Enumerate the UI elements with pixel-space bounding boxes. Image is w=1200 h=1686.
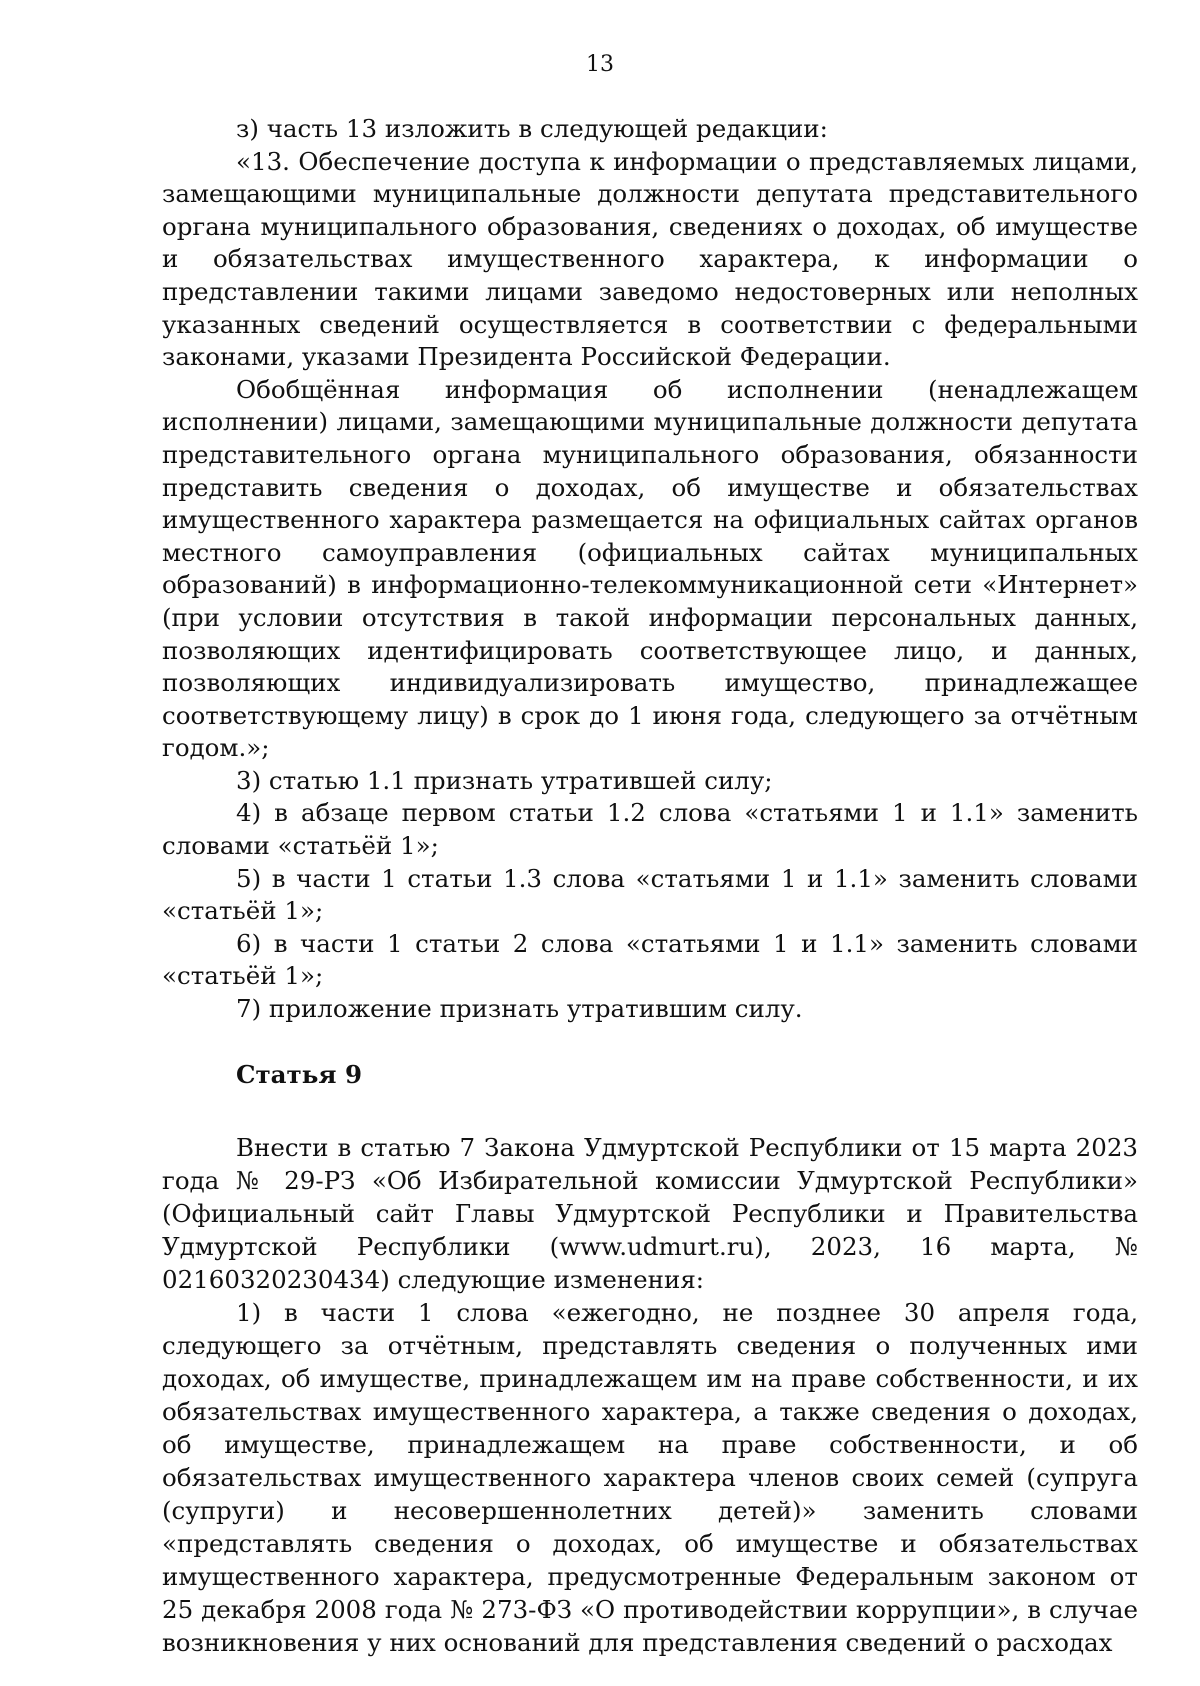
paragraph: 6) в части 1 статьи 2 слова «статьями 1 и 1.1» заменить словами «статьёй 1»; (162, 928, 1138, 991)
article-heading: Статья 9 (236, 1059, 363, 1089)
paragraph: «13. Обеспечение доступа к информации о представляемых лицами, замещающими муниципальные должности депутата представительного органа муниципального образования, сведениях о доходах, об имуществе и обязательствах имущественного характера, к информации о представлении такими лицами заведомо недостоверных или неполных указанных сведений осуществляется в соответствии с федеральными законами, указами Президента Российской Федерации. (162, 146, 1138, 372)
paragraph: Обобщённая информация об исполнении (ненадлежащем исполнении) лицами, замещающими муниципальные должности депутата представительного органа муниципального образования, обязанности представить сведения о доходах, об имуществе и обязательствах имущественного характера размещается на официальных сайтах органов местного самоуправления (официальных сайтах муниципальных образований) в информационно-телекоммуникационной сети «Интернет» (при условии отсутствия в такой информации персональных данных, позволяющих идентифицировать соответствующее лицо, и данных, позволяющих индивидуализировать имущество, принадлежащее соответствующему лицу) в срок до 1 июня года, следующего за отчётным годом.»; (162, 374, 1138, 763)
paragraph: 1) в части 1 слова «ежегодно, не позднее 30 апреля года, следующего за отчётным, представлять сведения о полученных ими доходах, об имуществе, принадлежащем им на праве собственности, и их обязательствах имущественного характера, а также сведения о доходах, об имуществе, принадлежащем на праве собственности, и об обязательствах имущественного характера членов своих семей (супруга (супруги) и несовершеннолетних детей)» заменить словами «представлять сведения о доходах, об имуществе и обязательствах имущественного характера, предусмотренные Федеральным законом от 25 декабря 2008 года № 273-ФЗ «О противодействии коррупции», в случае возникновения у них оснований для представления сведений о расходах (162, 1298, 1138, 1658)
paragraph: з) часть 13 изложить в следующей редакции: (236, 114, 828, 143)
paragraph: 4) в абзаце первом статьи 1.2 слова «статьями 1 и 1.1» заменить словами «статьёй 1»; (162, 798, 1138, 861)
document-body (162, 113, 1138, 1659)
paragraph: 7) приложение признать утратившим силу. (236, 994, 803, 1024)
page-number: 13 (586, 52, 614, 77)
paragraph: Внести в статью 7 Закона Удмуртской Республики от 15 марта 2023 года № 29-РЗ «Об Избирательной комиссии Удмуртской Республики» (Официальный сайт Главы Удмуртской Республики и Правительства Удмуртской Республики (www.udmurt.ru), 2023, 16 марта, № 02160320230434) следующие изменения: (162, 1133, 1138, 1295)
article-9-section (162, 1131, 1138, 1659)
paragraph: 5) в части 1 статьи 1.3 слова «статьями 1 и 1.1» заменить словами «статьёй 1»; (162, 863, 1138, 926)
amendments-section (162, 113, 1138, 1026)
paragraph: 3) статью 1.1 признать утратившей силу; (236, 765, 773, 795)
